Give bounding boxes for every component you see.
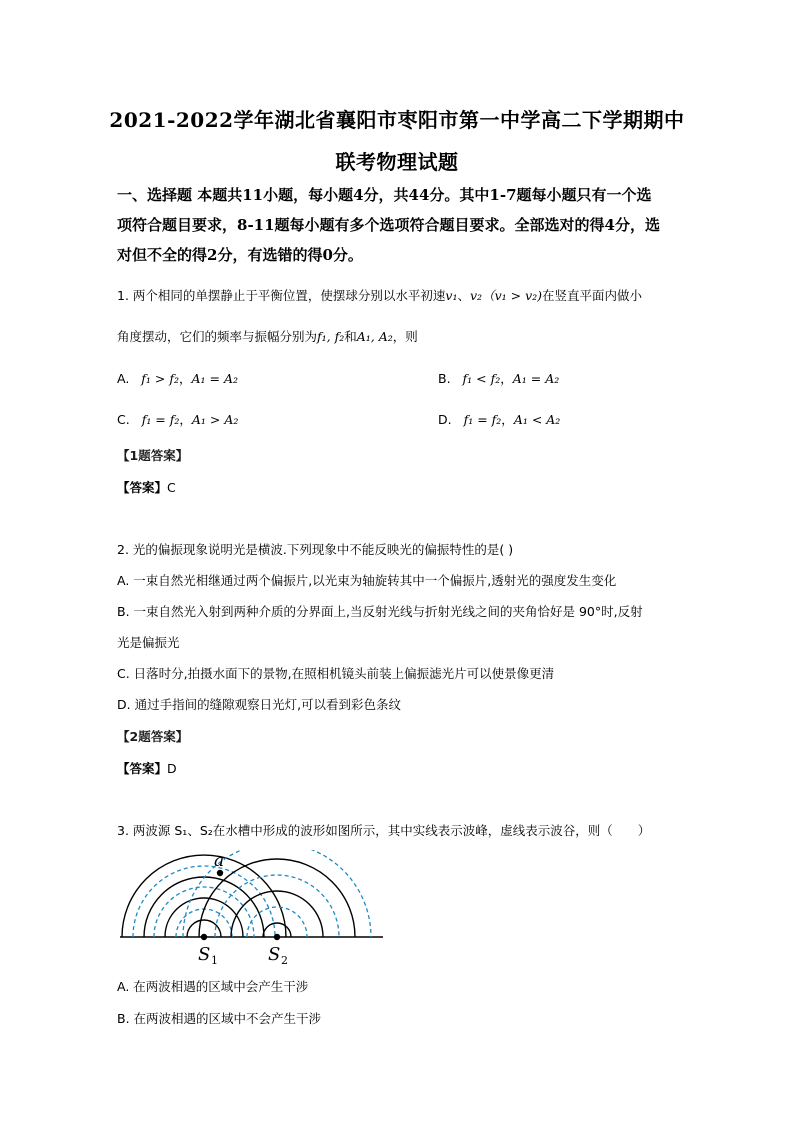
s2-subscript: 2	[281, 954, 288, 967]
exam-title-line-1: 2021-2022学年湖北省襄阳市枣阳市第一中学高二下学期期中	[109, 108, 685, 132]
section-instructions-line-1: 一、选择题 本题共11小题，每小题4分，共44分。其中1-7题每小题只有一个选	[117, 186, 652, 204]
q2-answer-tag: 【2题答案】	[117, 729, 189, 744]
q1-option-b[interactable]: B. f₁ < f₂，A₁ = A₂	[438, 371, 560, 386]
q1-vars: f₁, f₂	[317, 329, 345, 344]
point-a-label: a	[214, 851, 225, 871]
wave-interference-figure	[110, 850, 400, 970]
s1-crest-3	[144, 877, 264, 937]
q1-and: 和	[344, 329, 357, 344]
q2-option-d[interactable]: D. 通过手指间的缝隙观察日光灯,可以看到彩色条纹	[117, 697, 402, 712]
q2-option-a[interactable]: A. 一束自然光相继通过两个偏振片,以光束为轴旋转其中一个偏振片,透射光的强度发生变化	[117, 573, 617, 588]
q2-answer: 【答案】D	[117, 761, 177, 776]
q1-amps: A₁, A₂	[356, 329, 393, 344]
section-instructions-line-2: 项符合题目要求，8-11题每小题有多个选项符合题目要求。全部选对的得4分，选	[117, 216, 660, 234]
q1-sep: 、	[457, 288, 470, 303]
q1-answer-tag: 【1题答案】	[117, 448, 189, 463]
q1-v1: v₁	[445, 288, 458, 303]
q1-end: ，则	[392, 329, 418, 344]
s2-crest-2	[231, 891, 323, 937]
q2-option-c[interactable]: C. 日落时分,拍摄水面下的景物,在照相机镜头前装上偏振滤光片可以使景像更清	[117, 666, 555, 681]
q2-stem: 2. 光的偏振现象说明光是横波.下列现象中不能反映光的偏振特性的是( )	[117, 542, 514, 557]
q1-option-d[interactable]: D. f₁ = f₂，A₁ < A₂	[438, 412, 561, 427]
q1-line2: 角度摆动，它们的频率与振幅分别为	[117, 329, 318, 344]
q1-stem-line-1	[117, 286, 642, 304]
s1-label: S	[198, 944, 211, 965]
q1-stem-b: 在竖直平面内做小	[542, 288, 643, 303]
source-s2-dot	[274, 934, 280, 940]
q3-option-a[interactable]: A. 在两波相遇的区域中会产生干涉	[117, 979, 309, 994]
q3-option-b[interactable]: B. 在两波相遇的区域中不会产生干涉	[117, 1011, 322, 1026]
source-s1-dot	[201, 934, 207, 940]
q2-option-b[interactable]: B. 一束自然光入射到两种介质的分界面上,当反射光线与折射光线之间的夹角恰好是 90°时,反射	[117, 604, 643, 619]
q1-answer: 【答案】C	[117, 480, 176, 495]
q1-v2: v₂	[470, 288, 483, 303]
q1-cond: （v₁ > v₂)	[482, 288, 543, 303]
q1-option-c[interactable]: C. f₁ = f₂，A₁ > A₂	[117, 412, 239, 427]
s1-subscript: 1	[211, 954, 218, 967]
q2-option-b-cont: 光是偏振光	[117, 635, 180, 650]
q3-stem: 3. 两波源 S₁、S₂在水槽中形成的波形如图所示，其中实线表示波峰，虚线表示波谷，则（ ）	[117, 823, 651, 838]
q1-stem-line-2	[117, 327, 418, 345]
s2-trough-1	[247, 907, 307, 937]
exam-title-line-2: 联考物理试题	[335, 150, 459, 174]
section-instructions-line-3: 对但不全的得2分，有选错的得0分。	[117, 246, 363, 264]
s2-label: S	[268, 944, 281, 965]
s2-trough-3	[183, 850, 371, 937]
q1-stem-a: 1. 两个相同的单摆静止于平衡位置，使摆球分别以水平初速	[117, 288, 446, 303]
q1-option-a[interactable]: A. f₁ > f₂，A₁ = A₂	[117, 371, 239, 386]
